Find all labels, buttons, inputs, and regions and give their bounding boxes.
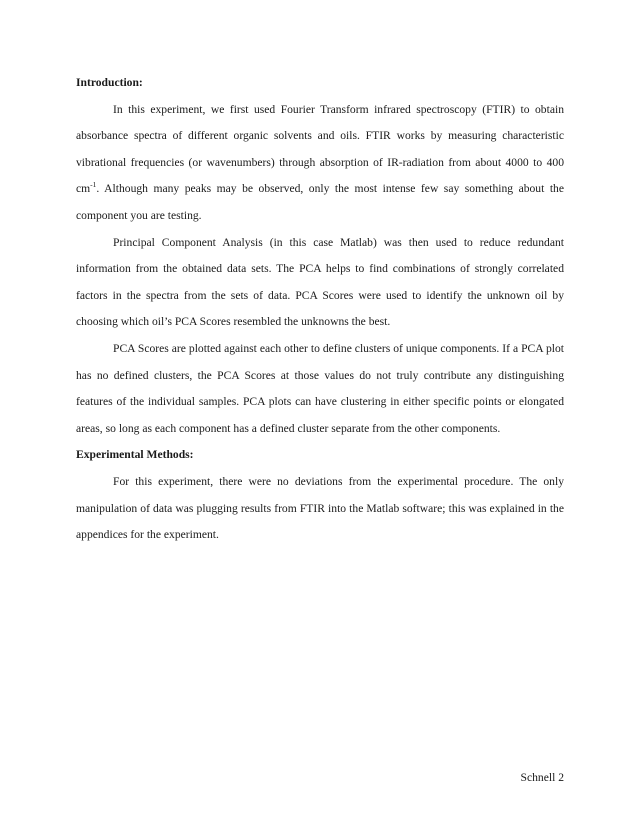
introduction-paragraph-2: Principal Component Analysis (in this case Matlab) was then used to reduce redundant information from the obtained data sets. The PCA helps to find combinations of strongly correlated factors in the spectra from the sets of data. PCA Scores were used to identify the unknown oil by choosing which oil’s PCA Scores resembled the unknowns the best. <box>76 235 564 329</box>
introduction-paragraph-1 <box>76 97 564 230</box>
experimental-methods-paragraph: For this experiment, there were no deviations from the experimental procedure. The only manipulation of data was plugging results from FTIR into the Matlab software; this was explained in the appendices for the experiment. <box>76 474 564 542</box>
wavenumber-unit-exponent: -1 <box>90 180 97 190</box>
introduction-paragraph-3: PCA Scores are plotted against each other to define clusters of unique components. If a PCA plot has no defined clusters, the PCA Scores at those values do not truly contribute any distinguishing features of the individual samples. PCA plots can have clustering in either specific points or elongated areas, so long as each component has a defined cluster separate from the other components. <box>76 341 564 435</box>
introduction-heading: Introduction: <box>76 76 143 89</box>
experimental-methods-heading: Experimental Methods: <box>76 448 194 462</box>
introduction-paragraph-1-text-b: . Although many peaks may be observed, only the most intense few say something about the component you are testing. <box>76 182 564 222</box>
document-page <box>76 70 564 549</box>
page-number-footer: Schnell 2 <box>520 771 564 784</box>
introduction-paragraph-1-text-a: In this experiment, we first used Fourier Transform infrared spectroscopy (FTIR) to obtain absorbance spectra of different organic solvents and oils. FTIR works by measuring characteristic vibrational frequencies (or wavenumbers) through absorption of IR-radiation from about 4000 to 400 cm <box>76 102 564 196</box>
